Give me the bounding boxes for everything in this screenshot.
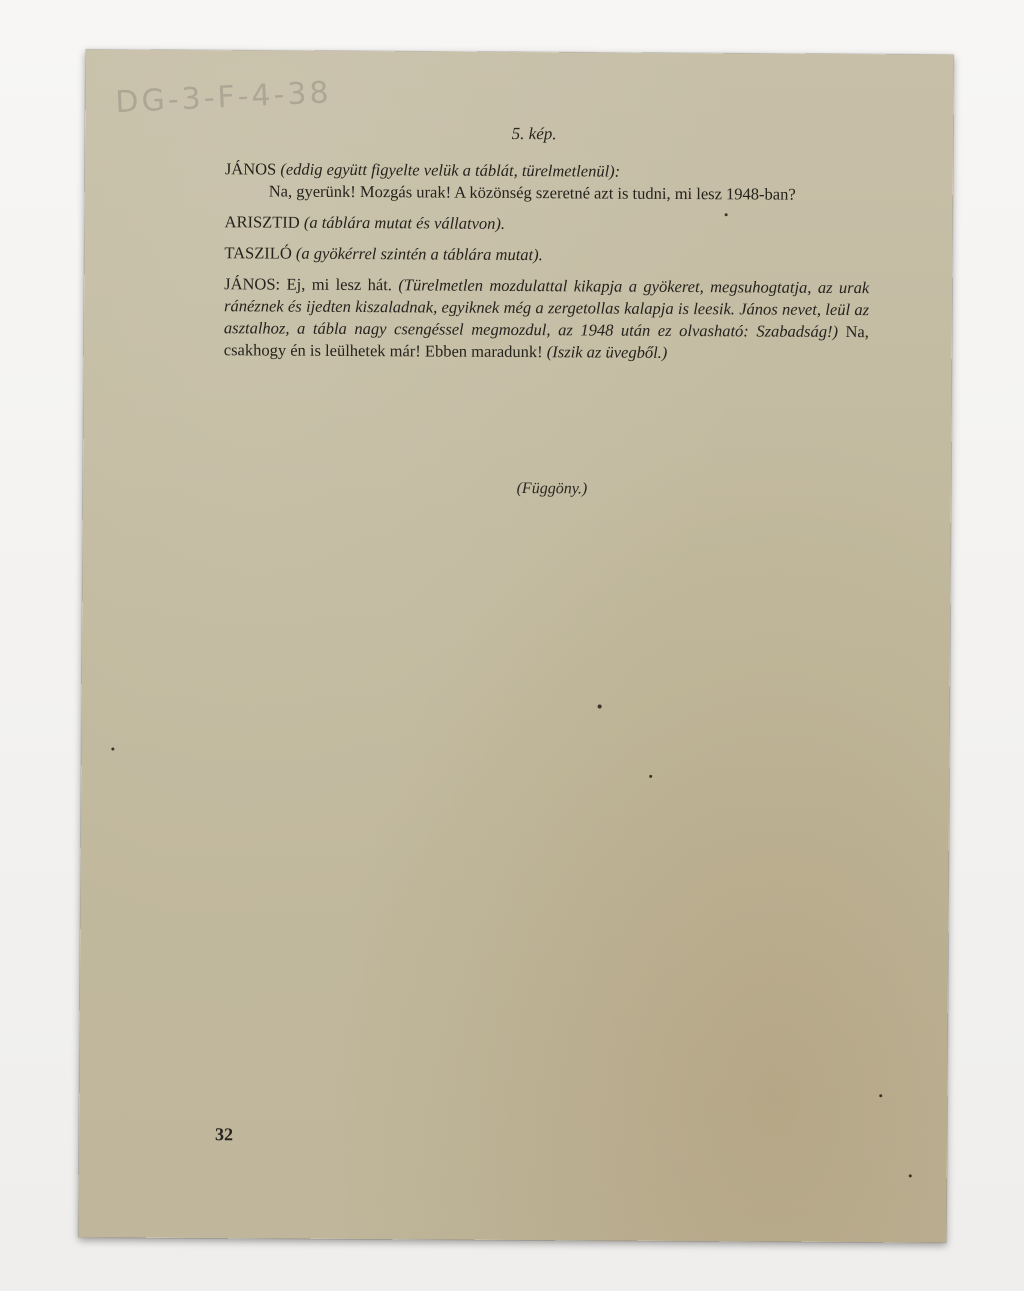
paragraph-janos-2 [224,273,870,365]
paper-speck [598,704,602,708]
speaker-janos: JÁNOS [224,159,277,179]
speaker-taszilo: TASZILÓ [224,243,292,263]
book-page [78,49,953,1242]
paper-speck [649,775,652,778]
stage-direction: (a táblára mutat és vállatvon). [303,212,506,233]
page-number: 32 [214,1124,234,1145]
speaker-janos: JÁNOS: [224,274,281,294]
pencil-archive-mark: DG-3-F-4-38 [114,75,333,121]
dialogue-line: Na, gyerünk! Mozgás urak! A közönség szeretné azt is tudni, mi lesz 1948-ban? [268,181,796,204]
paper-speck [111,748,114,751]
paper-speck [909,1174,912,1177]
dialogue-line: Na, csakhogy én is leülhetek már! Ebben maradunk! [223,322,869,362]
stage-direction: (Türelmetlen mozdulattal kikapja a gyökeret, megsuhogtatja, az urak ránéznek és ijedten kiszaladnak, egyiknek még a zergetollas kalapja is leesik. János nevet, leül az asztalhoz, a tábla nagy csengéssel megmozdul, az 1948 után ez olvasható: Szabadság!) [223,275,870,341]
paragraph-janos-1 [225,158,870,206]
dialogue-line: Ej, mi lesz hát. [286,274,393,295]
paragraph-taszilo [224,242,869,268]
paragraph-ariszitid [225,211,870,237]
stage-direction: (Iszik az üvegből.) [546,342,668,362]
curtain-note: (Függöny.) [516,480,588,498]
stage-direction: (a gyökérrel szintén a táblára mutat). [295,243,543,265]
paper-speck [879,1094,882,1097]
scene-title: 5. kép. [511,123,557,144]
play-text [224,158,870,374]
speaker-arisztid: ARISZTID [224,212,300,232]
paper-speck [725,213,728,216]
stage-direction: (eddig együtt figyelte velük a táblát, türelmetlenül): [280,159,621,181]
